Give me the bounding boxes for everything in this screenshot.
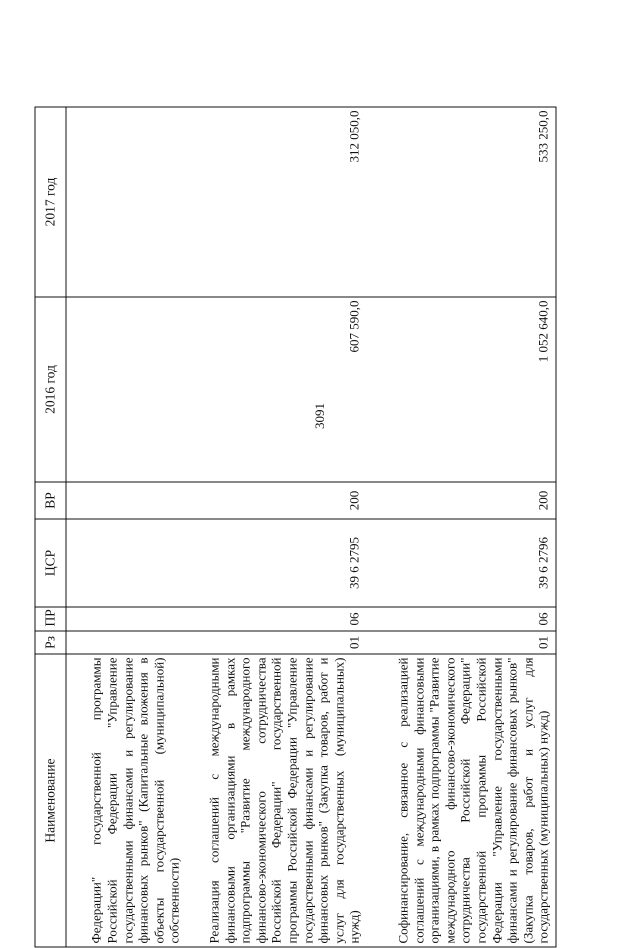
row-vr xyxy=(66,482,187,519)
row-rz: 01 xyxy=(187,631,367,654)
row-vr: 200 xyxy=(187,482,367,519)
row-pr: 06 xyxy=(187,607,367,631)
row-2017: 312 050,0 xyxy=(187,107,367,297)
header-2017: 2017 год xyxy=(35,107,66,297)
rotated-page-content xyxy=(35,108,551,948)
row-2017 xyxy=(66,107,187,297)
row-rz: 01 xyxy=(367,631,557,654)
row-csr xyxy=(66,519,187,607)
header-2016: 2016 год xyxy=(35,297,66,482)
row-name: Софинансирование, связанное с реализацией соглашений с международными финансовыми организациями, в рамках подпрограммы "Развитие международного финансово-экономического сотрудничества Российской Федерации" государственной программы Российской Федерации "Управление государственными финансами и регулирование финансовых рынков" (Закупка товаров, работ и услуг для государственных (муниципальных) нужд) xyxy=(367,654,557,947)
row-2016 xyxy=(66,297,187,482)
table-row xyxy=(187,107,367,947)
row-pr: 06 xyxy=(367,607,557,631)
row-name: Федерации" государственной программы Российской Федерации "Управление государственными финансами и регулирование финансовых рынков" (Капитальные вложения в объекты государственной (муниципальной) собственности) xyxy=(66,654,187,947)
row-csr: 39 6 2795 xyxy=(187,519,367,607)
row-rz xyxy=(66,631,187,654)
row-pr xyxy=(66,607,187,631)
header-csr: ЦСР xyxy=(35,519,66,607)
table-row xyxy=(66,107,187,947)
table-row xyxy=(367,107,557,947)
row-name: Реализация соглашений с международными финансовыми организациями в рамках подпрограммы "Развитие международного финансово-экономического сотрудничества Российской Федерации" государственной программы Российской Федерации "Управление государственными финансами и регулирование финансовых рынков" (Закупка товаров, работ и услуг для государственных (муниципальных) нужд) xyxy=(187,654,367,947)
row-vr: 200 xyxy=(367,482,557,519)
page-number: 3091 xyxy=(312,403,327,429)
row-2017: 533 250,0 xyxy=(367,107,557,297)
budget-table xyxy=(35,107,557,948)
header-pr: ПР xyxy=(35,607,66,631)
row-2016: 1 052 640,0 xyxy=(367,297,557,482)
header-rz: Рз xyxy=(35,631,66,654)
header-vr: ВР xyxy=(35,482,66,519)
table-header-row xyxy=(35,107,66,947)
row-2016: 607 590,0 xyxy=(187,297,367,482)
header-name: Наименование xyxy=(35,654,66,947)
row-csr: 39 6 2796 xyxy=(367,519,557,607)
